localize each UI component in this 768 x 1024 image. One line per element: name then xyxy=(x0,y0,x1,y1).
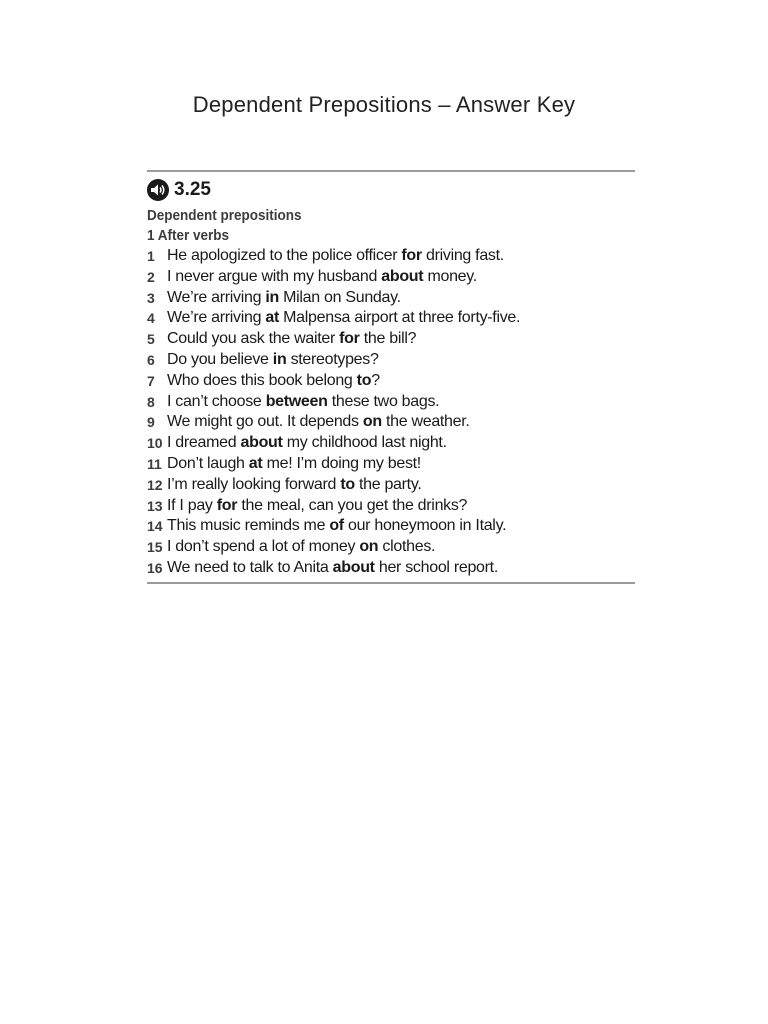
sentence-text-before: I dreamed xyxy=(167,434,241,452)
sentence-text-after: the meal, can you get the drinks? xyxy=(237,496,468,514)
answer-sentence xyxy=(167,516,506,537)
preposition-answer: on xyxy=(362,413,382,431)
page-title: Dependent Prepositions – Answer Key xyxy=(192,92,576,117)
audio-speaker-icon[interactable] xyxy=(147,179,169,201)
answer-sentence xyxy=(167,412,470,433)
preposition-answer: about xyxy=(381,267,424,285)
preposition-answer: about xyxy=(332,558,375,576)
list-item xyxy=(147,392,635,413)
sentence-text-before: This music reminds me xyxy=(167,517,330,535)
preposition-answer: on xyxy=(359,538,379,556)
preposition-answer: to xyxy=(340,475,355,493)
sentence-text-after: the bill? xyxy=(359,330,417,348)
preposition-answer: about xyxy=(240,434,283,452)
preposition-answer: in xyxy=(265,288,279,306)
sentence-text-after: these two bags. xyxy=(327,392,440,410)
preposition-answer: to xyxy=(356,371,372,389)
answer-key-box xyxy=(147,170,635,584)
sentence-text-after: me! I’m doing my best! xyxy=(262,454,421,472)
item-number: 10 xyxy=(147,435,163,452)
answer-sentence xyxy=(167,537,435,558)
list-item xyxy=(147,496,635,517)
sentence-text-before: Could you ask the waiter xyxy=(167,330,340,348)
sentence-text-before: We’re arriving xyxy=(167,309,266,327)
item-number: 4 xyxy=(147,310,155,327)
list-item xyxy=(147,246,635,267)
list-item xyxy=(147,267,635,288)
item-number: 13 xyxy=(147,497,163,514)
sentence-text-after: Malpensa airport at three forty-five. xyxy=(279,309,521,327)
answer-sentence xyxy=(167,454,421,475)
list-item xyxy=(147,329,635,350)
item-number: 11 xyxy=(147,455,162,472)
answer-sentence xyxy=(167,308,520,329)
item-number: 9 xyxy=(147,414,155,431)
answer-sentence xyxy=(167,350,379,371)
preposition-answer: of xyxy=(329,517,344,535)
answer-sentence xyxy=(167,392,439,413)
sentence-text-before: Don’t laugh xyxy=(167,454,249,472)
sentence-text-before: We’re arriving xyxy=(167,288,266,306)
answer-list xyxy=(147,246,635,579)
sentence-text-after: her school report. xyxy=(374,558,498,576)
sentence-text-before: If I pay xyxy=(167,496,217,514)
answer-sentence xyxy=(167,475,422,496)
answer-sentence xyxy=(167,433,447,454)
item-number: 15 xyxy=(147,539,163,556)
sentence-text-after: stereotypes? xyxy=(286,350,379,368)
sentence-text-after: ? xyxy=(371,371,380,389)
list-item xyxy=(147,412,635,433)
sentence-text-after: the weather. xyxy=(381,413,470,431)
item-number: 8 xyxy=(147,393,155,410)
answer-sentence xyxy=(167,371,380,392)
sentence-text-after: our honeymoon in Italy. xyxy=(343,517,507,535)
preposition-answer: in xyxy=(272,350,287,368)
list-item xyxy=(147,516,635,537)
preposition-answer: for xyxy=(339,330,360,348)
sentence-text-after: my childhood last night. xyxy=(282,434,447,452)
item-number: 1 xyxy=(147,248,155,264)
sentence-text-before: Do you believe xyxy=(167,350,273,368)
item-number: 5 xyxy=(147,331,155,348)
item-number: 3 xyxy=(147,289,155,306)
preposition-answer: between xyxy=(265,392,328,410)
sentence-text-before: I’m really looking forward xyxy=(167,475,341,493)
list-item xyxy=(147,371,635,392)
subsection-title: 1 After verbs xyxy=(147,227,230,244)
sentence-text-before: I don’t spend a lot of money xyxy=(167,538,360,556)
sentence-text-before: Who does this book belong xyxy=(167,371,357,389)
sentence-text-before: I never argue with my husband xyxy=(167,267,382,285)
item-number: 7 xyxy=(147,372,155,389)
sentence-text-after: Milan on Sunday. xyxy=(278,288,401,306)
list-item xyxy=(147,558,635,579)
list-item xyxy=(147,454,635,475)
list-item xyxy=(147,537,635,558)
item-number: 6 xyxy=(147,351,155,368)
top-divider xyxy=(147,170,635,172)
audio-track-header xyxy=(147,178,635,202)
answer-sentence xyxy=(167,558,498,579)
list-item xyxy=(147,288,635,309)
item-number: 2 xyxy=(147,268,155,285)
list-item xyxy=(147,475,635,496)
preposition-answer: for xyxy=(216,496,238,514)
preposition-answer: at xyxy=(265,309,279,327)
sentence-text-after: driving fast. xyxy=(421,247,504,264)
preposition-answer: for xyxy=(401,247,422,264)
sentence-text-after: money. xyxy=(423,267,477,285)
section-title: Dependent prepositions xyxy=(147,207,302,224)
list-item xyxy=(147,350,635,371)
sentence-text-before: I can’t choose xyxy=(167,392,266,410)
item-number: 16 xyxy=(147,559,163,576)
item-number: 14 xyxy=(147,518,163,535)
list-item xyxy=(147,433,635,454)
sentence-text-before: We might go out. It depends xyxy=(167,413,363,431)
sentence-text-after: the party. xyxy=(354,475,422,493)
preposition-answer: at xyxy=(248,454,263,472)
track-number: 3.25 xyxy=(174,179,211,200)
answer-sentence xyxy=(167,288,401,309)
bottom-divider xyxy=(147,582,635,584)
answer-sentence xyxy=(167,496,467,517)
sentence-text-before: We need to talk to Anita xyxy=(167,558,333,576)
list-item xyxy=(147,308,635,329)
answer-sentence xyxy=(167,267,477,288)
item-number: 12 xyxy=(147,476,163,493)
answer-sentence xyxy=(167,246,504,267)
sentence-text-before: He apologized to the police officer xyxy=(167,247,402,264)
sentence-text-after: clothes. xyxy=(378,538,436,556)
answer-sentence xyxy=(167,329,416,350)
